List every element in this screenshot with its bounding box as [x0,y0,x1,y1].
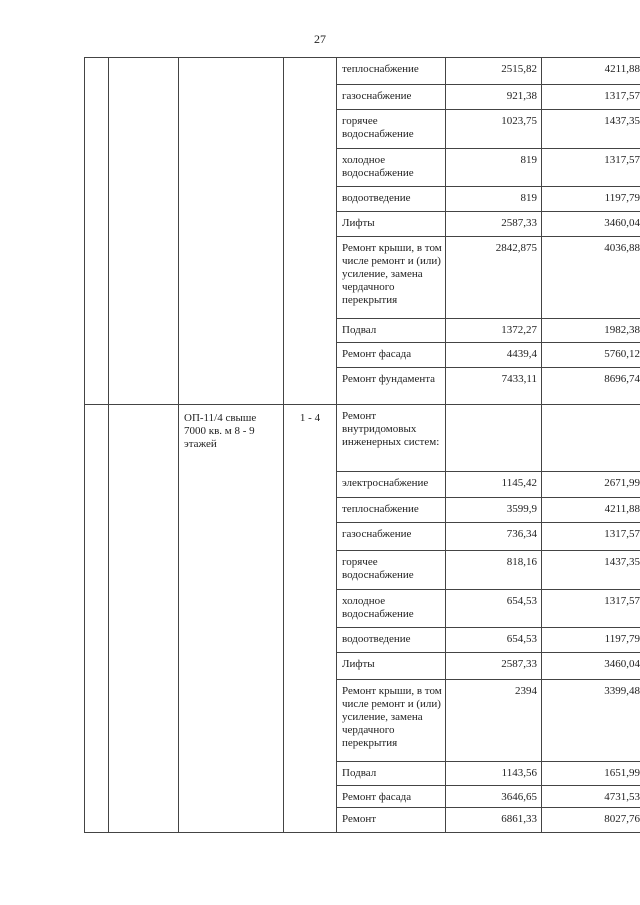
row-value-1: 818,16 [506,556,537,568]
row-separator [336,471,640,472]
row-value-1: 819 [520,192,537,204]
row-label: Ремонт фасада [342,348,412,360]
row-label: горячее водоснабжение [342,115,414,140]
row-separator [336,148,640,149]
row-label: Ремонт фундамента [342,373,436,385]
row-label: Ремонт крыши, в том числе ремонт и (или) усиление, замена чердачного перекрытия [342,685,442,749]
row-separator [336,627,640,628]
row-separator [336,652,640,653]
row-value-2: 1197,79 [604,633,640,645]
row-label: теплоснабжение [342,503,419,515]
table-bottom-border [84,832,640,833]
row-label: теплоснабжение [342,63,419,75]
row-value-2: 5760,12 [604,348,640,360]
row-value-1: 1145,42 [501,477,537,489]
row-value-1: 819 [520,154,537,166]
row-label: Ремонт [342,813,377,825]
row-value-2: 8027,76 [604,813,640,825]
row-value-2: 1317,57 [604,90,640,102]
row-label: Ремонт крыши, в том числе ремонт и (или) усиление, замена чердачного перекрытия [342,242,442,306]
row-label: Лифты [342,217,375,229]
row-value-1: 6861,33 [501,813,537,825]
row-label: Ремонт внутридомовых инженерных систем: [342,410,440,448]
row-value-1: 2394 [515,685,537,697]
row-value-2: 3460,04 [604,217,640,229]
row-value-2: 4211,88 [604,503,640,515]
row-label: газоснабжение [342,528,412,540]
row-value-2: 3460,04 [604,658,640,670]
row-separator [336,318,640,319]
row-separator [336,679,640,680]
row-value-1: 2587,33 [501,658,537,670]
row-value-2: 1437,35 [604,115,640,127]
row-label: газоснабжение [342,90,412,102]
row-value-1: 654,53 [506,595,537,607]
row-value-2: 2671,99 [604,477,640,489]
row-value-1: 921,38 [506,90,537,102]
row-separator [336,497,640,498]
row-value-1: 1143,56 [501,767,537,779]
row-value-1: 4439,4 [506,348,537,360]
row-separator [336,84,640,85]
row-label: холодное водоснабжение [342,595,414,620]
row-value-1: 1023,75 [501,115,537,127]
row-label: электроснабжение [342,477,429,489]
row-value-1: 3646,65 [501,791,537,803]
row-value-2: 1437,35 [604,556,640,568]
row-label: Подвал [342,324,377,336]
row-separator [336,109,640,110]
row-separator [336,589,640,590]
row-value-2: 1982,38 [604,324,640,336]
row-value-2: 4036,88 [604,242,640,254]
row-value-1: 736,34 [506,528,537,540]
row-value-2: 8696,74 [604,373,640,385]
row-separator [336,211,640,212]
row-value-2: 1317,57 [604,595,640,607]
row-label: Лифты [342,658,375,670]
row-separator [336,807,640,808]
row-value-2: 1317,57 [604,528,640,540]
section-code: ОП-11/4 свыше 7000 кв. м 8 - 9 этажей [184,412,257,450]
page-number: 27 [314,32,326,46]
row-value-1: 3599,9 [506,503,537,515]
row-value-2: 4731,53 [604,791,640,803]
section-range: 1 - 4 [299,412,321,424]
row-separator [336,522,640,523]
row-separator [336,785,640,786]
row-label: водоотведение [342,192,411,204]
row-value-1: 654,53 [506,633,537,645]
row-separator [336,186,640,187]
row-separator [336,342,640,343]
row-value-1: 7433,11 [501,373,537,385]
row-separator [336,550,640,551]
row-value-1: 2842,875 [495,242,537,254]
row-value-1: 1372,27 [501,324,537,336]
row-value-2: 1317,57 [604,154,640,166]
row-label: Подвал [342,767,377,779]
row-label: холодное водоснабжение [342,154,414,179]
row-value-2: 3399,48 [604,685,640,697]
row-label: Ремонт фасада [342,791,412,803]
row-value-2: 4211,88 [604,63,640,75]
row-separator [336,761,640,762]
row-label: водоотведение [342,633,411,645]
row-separator [336,236,640,237]
row-value-1: 2515,82 [501,63,537,75]
row-separator [336,367,640,368]
row-value-2: 1651,99 [604,767,640,779]
row-label: горячее водоснабжение [342,556,414,581]
row-value-2: 1197,79 [604,192,640,204]
row-value-1: 2587,33 [501,217,537,229]
